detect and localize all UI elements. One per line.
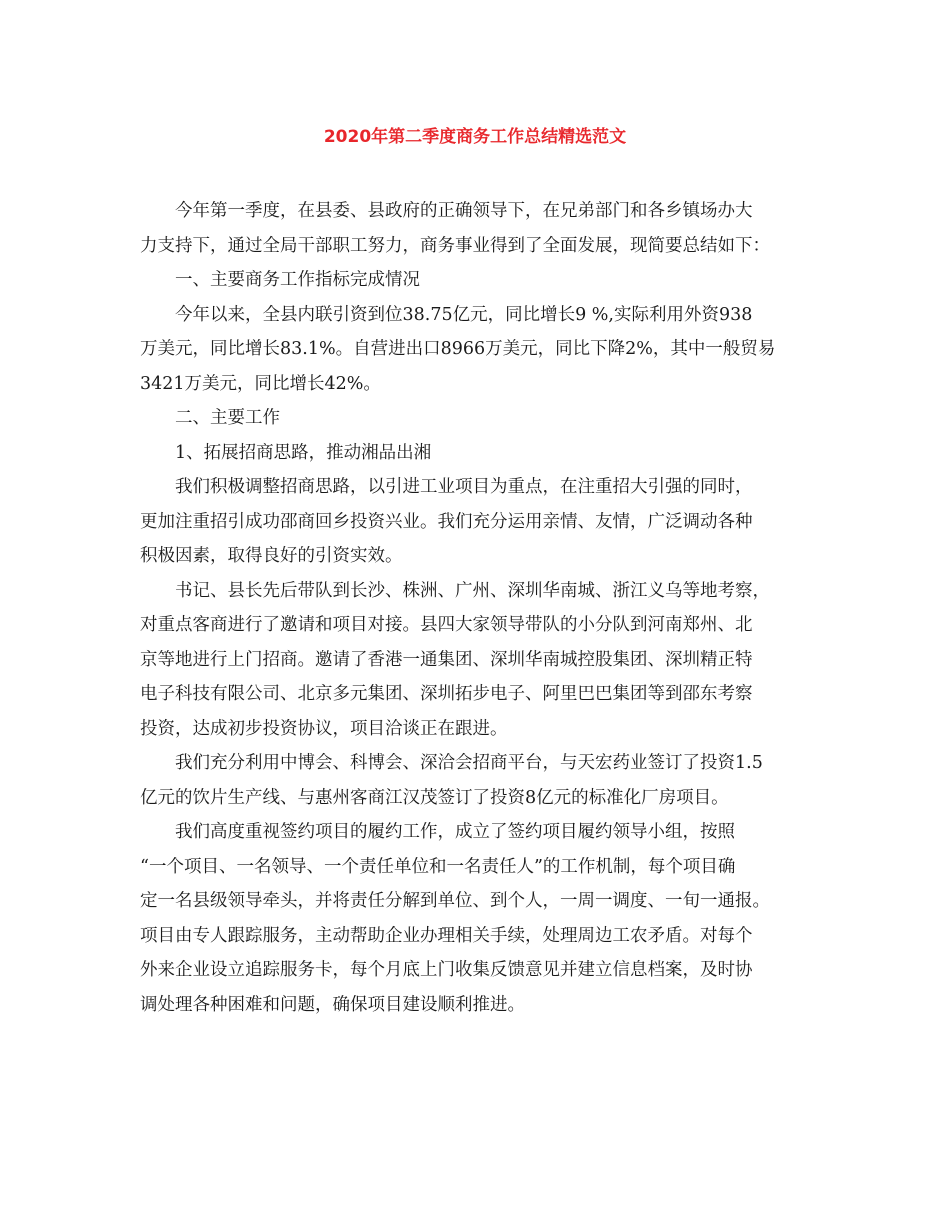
subsection-heading-1 <box>140 436 810 471</box>
text-line: 积极因素，取得良好的引资实效。 <box>140 546 403 566</box>
section-heading-2 <box>140 401 810 436</box>
paragraph-strategy <box>140 470 810 574</box>
text-line: 定一名县级领导牵头，并将责任分解到单位、到个人，一周一调度、一旬一通报。 <box>140 891 770 911</box>
text-line: 调处理各种困难和问题，确保项目建设顺利推进。 <box>140 994 525 1015</box>
text-line: 今年第一季度，在县委、县政府的正确领导下，在兄弟部门和各乡镇场办大 <box>175 201 753 221</box>
paragraph-visits <box>140 574 810 747</box>
text-line: 一、主要商务工作指标完成情况 <box>175 270 420 290</box>
paragraph-expos <box>140 746 810 815</box>
text-line: 我们高度重视签约项目的履约工作，成立了签约项目履约领导小组，按照 <box>175 822 735 842</box>
text-line: 二、主要工作 <box>175 408 280 428</box>
text-line: 书记、县长先后带队到长沙、株洲、广州、深圳华南城、浙江义乌等地考察， <box>175 580 770 601</box>
text-line: 力支持下，通过全局干部职工努力，商务事业得到了全面发展，现简要总结如下： <box>140 235 770 256</box>
section-heading-1 <box>140 263 810 298</box>
text-line: 我们积极调整招商思路，以引进工业项目为重点，在注重招大引强的同时， <box>175 477 753 497</box>
text-line: 外来企业设立追踪服务卡，每个月底上门收集反馈意见并建立信息档案，及时协 <box>140 960 753 980</box>
text-line: 1、拓展招商思路，推动湘品出湘 <box>175 442 432 463</box>
text-line: 亿元的饮片生产线、与惠州客商江汉茂签订了投资8亿元的标准化厂房项目。 <box>140 787 729 808</box>
text-line: 更加注重招引成功邵商回乡投资兴业。我们充分运用亲情、友情，广泛调动各种 <box>140 511 753 532</box>
text-line: 京等地进行上门招商。邀请了香港一通集团、深圳华南城控股集团、深圳精正特 <box>140 649 753 670</box>
text-line: 万美元，同比增长83.1%。自营进出口8966万美元，同比下降2%，其中一般贸易 <box>140 339 776 359</box>
text-line: 对重点客商进行了邀请和项目对接。县四大家领导带队的小分队到河南郑州、北 <box>140 615 753 635</box>
text-line: 3421万美元，同比增长42%。 <box>140 373 381 394</box>
paragraph-indicators <box>140 298 810 402</box>
document-title: 2020年第二季度商务工作总结精选范文 <box>323 127 627 147</box>
text-line: 投资，达成初步投资协议，项目洽谈正在跟进。 <box>140 718 508 739</box>
text-line: 项目由专人跟踪服务，主动帮助企业办理相关手续，处理周边工农矛盾。对每个 <box>140 925 753 946</box>
paragraph-intro <box>140 194 810 263</box>
text-line: 电子科技有限公司、北京多元集团、深圳拓步电子、阿里巴巴集团等到邵东考察 <box>140 684 753 704</box>
document-body <box>140 194 810 1022</box>
text-line: 今年以来，全县内联引资到位38.75亿元，同比增长9 %,实际利用外资938 <box>175 304 753 325</box>
paragraph-contract-performance <box>140 815 810 1022</box>
text-line: “一个项目、一名领导、一个责任单位和一名责任人”的工作机制，每个项目确 <box>140 856 736 877</box>
text-line: 我们充分利用中博会、科博会、深洽会招商平台，与天宏药业签订了投资1.5 <box>175 753 763 773</box>
